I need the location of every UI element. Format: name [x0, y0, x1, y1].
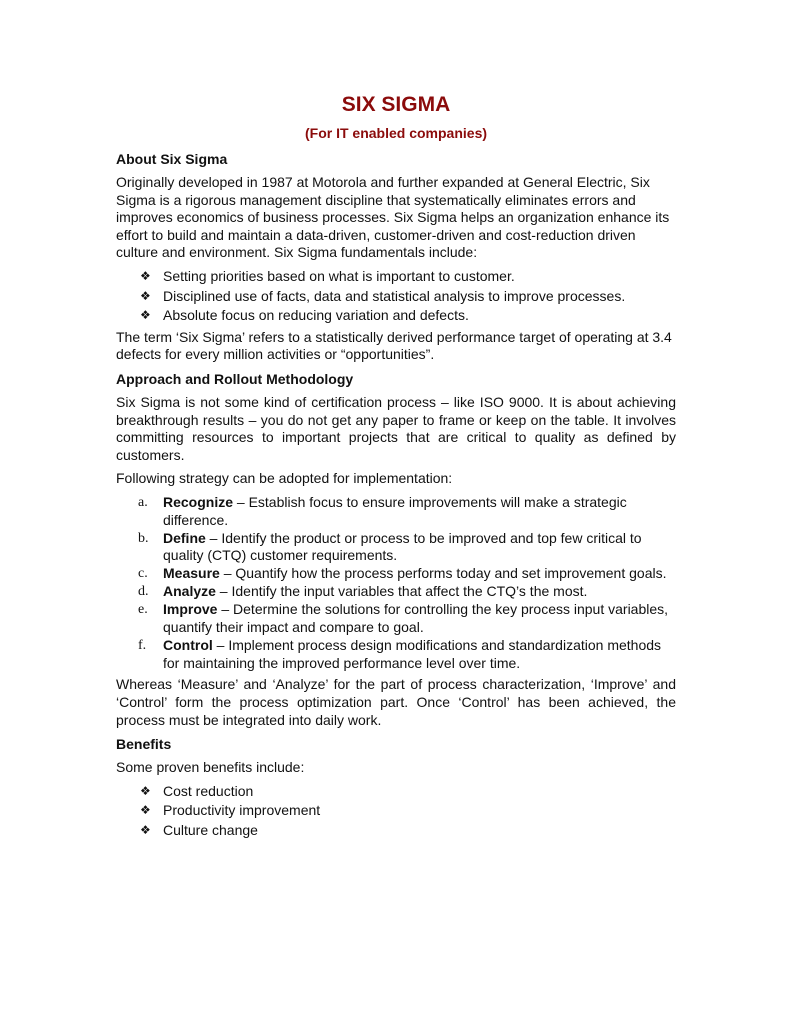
diamond-bullet-icon: ❖: [140, 288, 151, 303]
list-item: c. Measure – Quantify how the process performs today and set improvement goals.: [138, 565, 667, 582]
list-item: f. Control – Implement process design modifications and standardization methods for maintaining the improved performance level over time.: [138, 637, 662, 671]
about-intro: Originally developed in 1987 at Motorola and further expanded at General Electric, Six Sigma is a rigorous management discipline that systematically eliminates errors and improves economics of business processes. Six Sigma helps an organization enhance its effort to build and maintain a data-driven, customer-driven and cost-reduction driven culture and environment. Six Sigma fundamentals include:: [116, 174, 670, 261]
list-item: ❖ Absolute focus on reducing variation and defects.: [140, 307, 469, 324]
list-item: e. Improve – Determine the solutions for controlling the key process input variables, quantify their impact and compare to goal.: [138, 601, 669, 636]
list-item: ❖ Cost reduction: [140, 782, 254, 799]
diamond-bullet-icon: ❖: [140, 822, 151, 837]
list-item: ❖ Setting priorities based on what is important to customer.: [140, 267, 515, 284]
diamond-bullet-icon: ❖: [140, 308, 151, 323]
document-title: SIX SIGMA: [341, 93, 451, 116]
document-subtitle: (For IT enabled companies): [304, 125, 488, 141]
list-item: b. Define – Identify the product or process to be improved and top few critical to quality (CTQ) customer requirements.: [138, 529, 642, 564]
document-content: [116, 92, 676, 844]
diamond-bullet-icon: ❖: [140, 803, 151, 818]
list-item: ❖ Productivity improvement: [140, 802, 321, 819]
approach-heading: Approach and Rollout Methodology: [116, 370, 354, 387]
list-item: ❖ Culture change: [140, 821, 258, 838]
about-heading: About Six Sigma: [116, 151, 228, 167]
list-item: ❖ Disciplined use of facts, data and statistical analysis to improve processes.: [140, 287, 626, 304]
six-sigma-term: The term ‘Six Sigma’ refers to a statistically derived performance target of operating at 3.4 defects for every million activities or “opportunities”.: [116, 328, 672, 363]
diamond-bullet-icon: ❖: [140, 268, 151, 283]
strategy-steps: [116, 494, 676, 672]
benefits-intro: Some proven benefits include:: [116, 759, 305, 776]
diamond-bullet-icon: ❖: [140, 783, 151, 798]
strategy-intro: Following strategy can be adopted for implementation:: [116, 470, 453, 487]
list-item: d. Analyze – Identify the input variables that affect the CTQ’s the most.: [138, 583, 588, 600]
fundamentals-list: [116, 268, 676, 325]
list-item: a. Recognize – Establish focus to ensure improvements will make a strategic difference.: [138, 493, 627, 528]
benefits-heading: Benefits: [116, 736, 172, 753]
approach-paragraph: Six Sigma is not some kind of certification process – like ISO 9000. It is about achieving breakthrough results – you do not get any paper to frame or keep on the table. It involves committing resources to important projects that are critical to quality as defined by customers.: [116, 393, 676, 463]
benefits-list: [116, 783, 676, 840]
characterization-paragraph: Whereas ‘Measure’ and ‘Analyze’ for the part of process characterization, ‘Improve’ and ‘Control’ form the process optimization part. Once ‘Control’ has been achieved, the process must be integrated into daily work.: [116, 676, 676, 728]
